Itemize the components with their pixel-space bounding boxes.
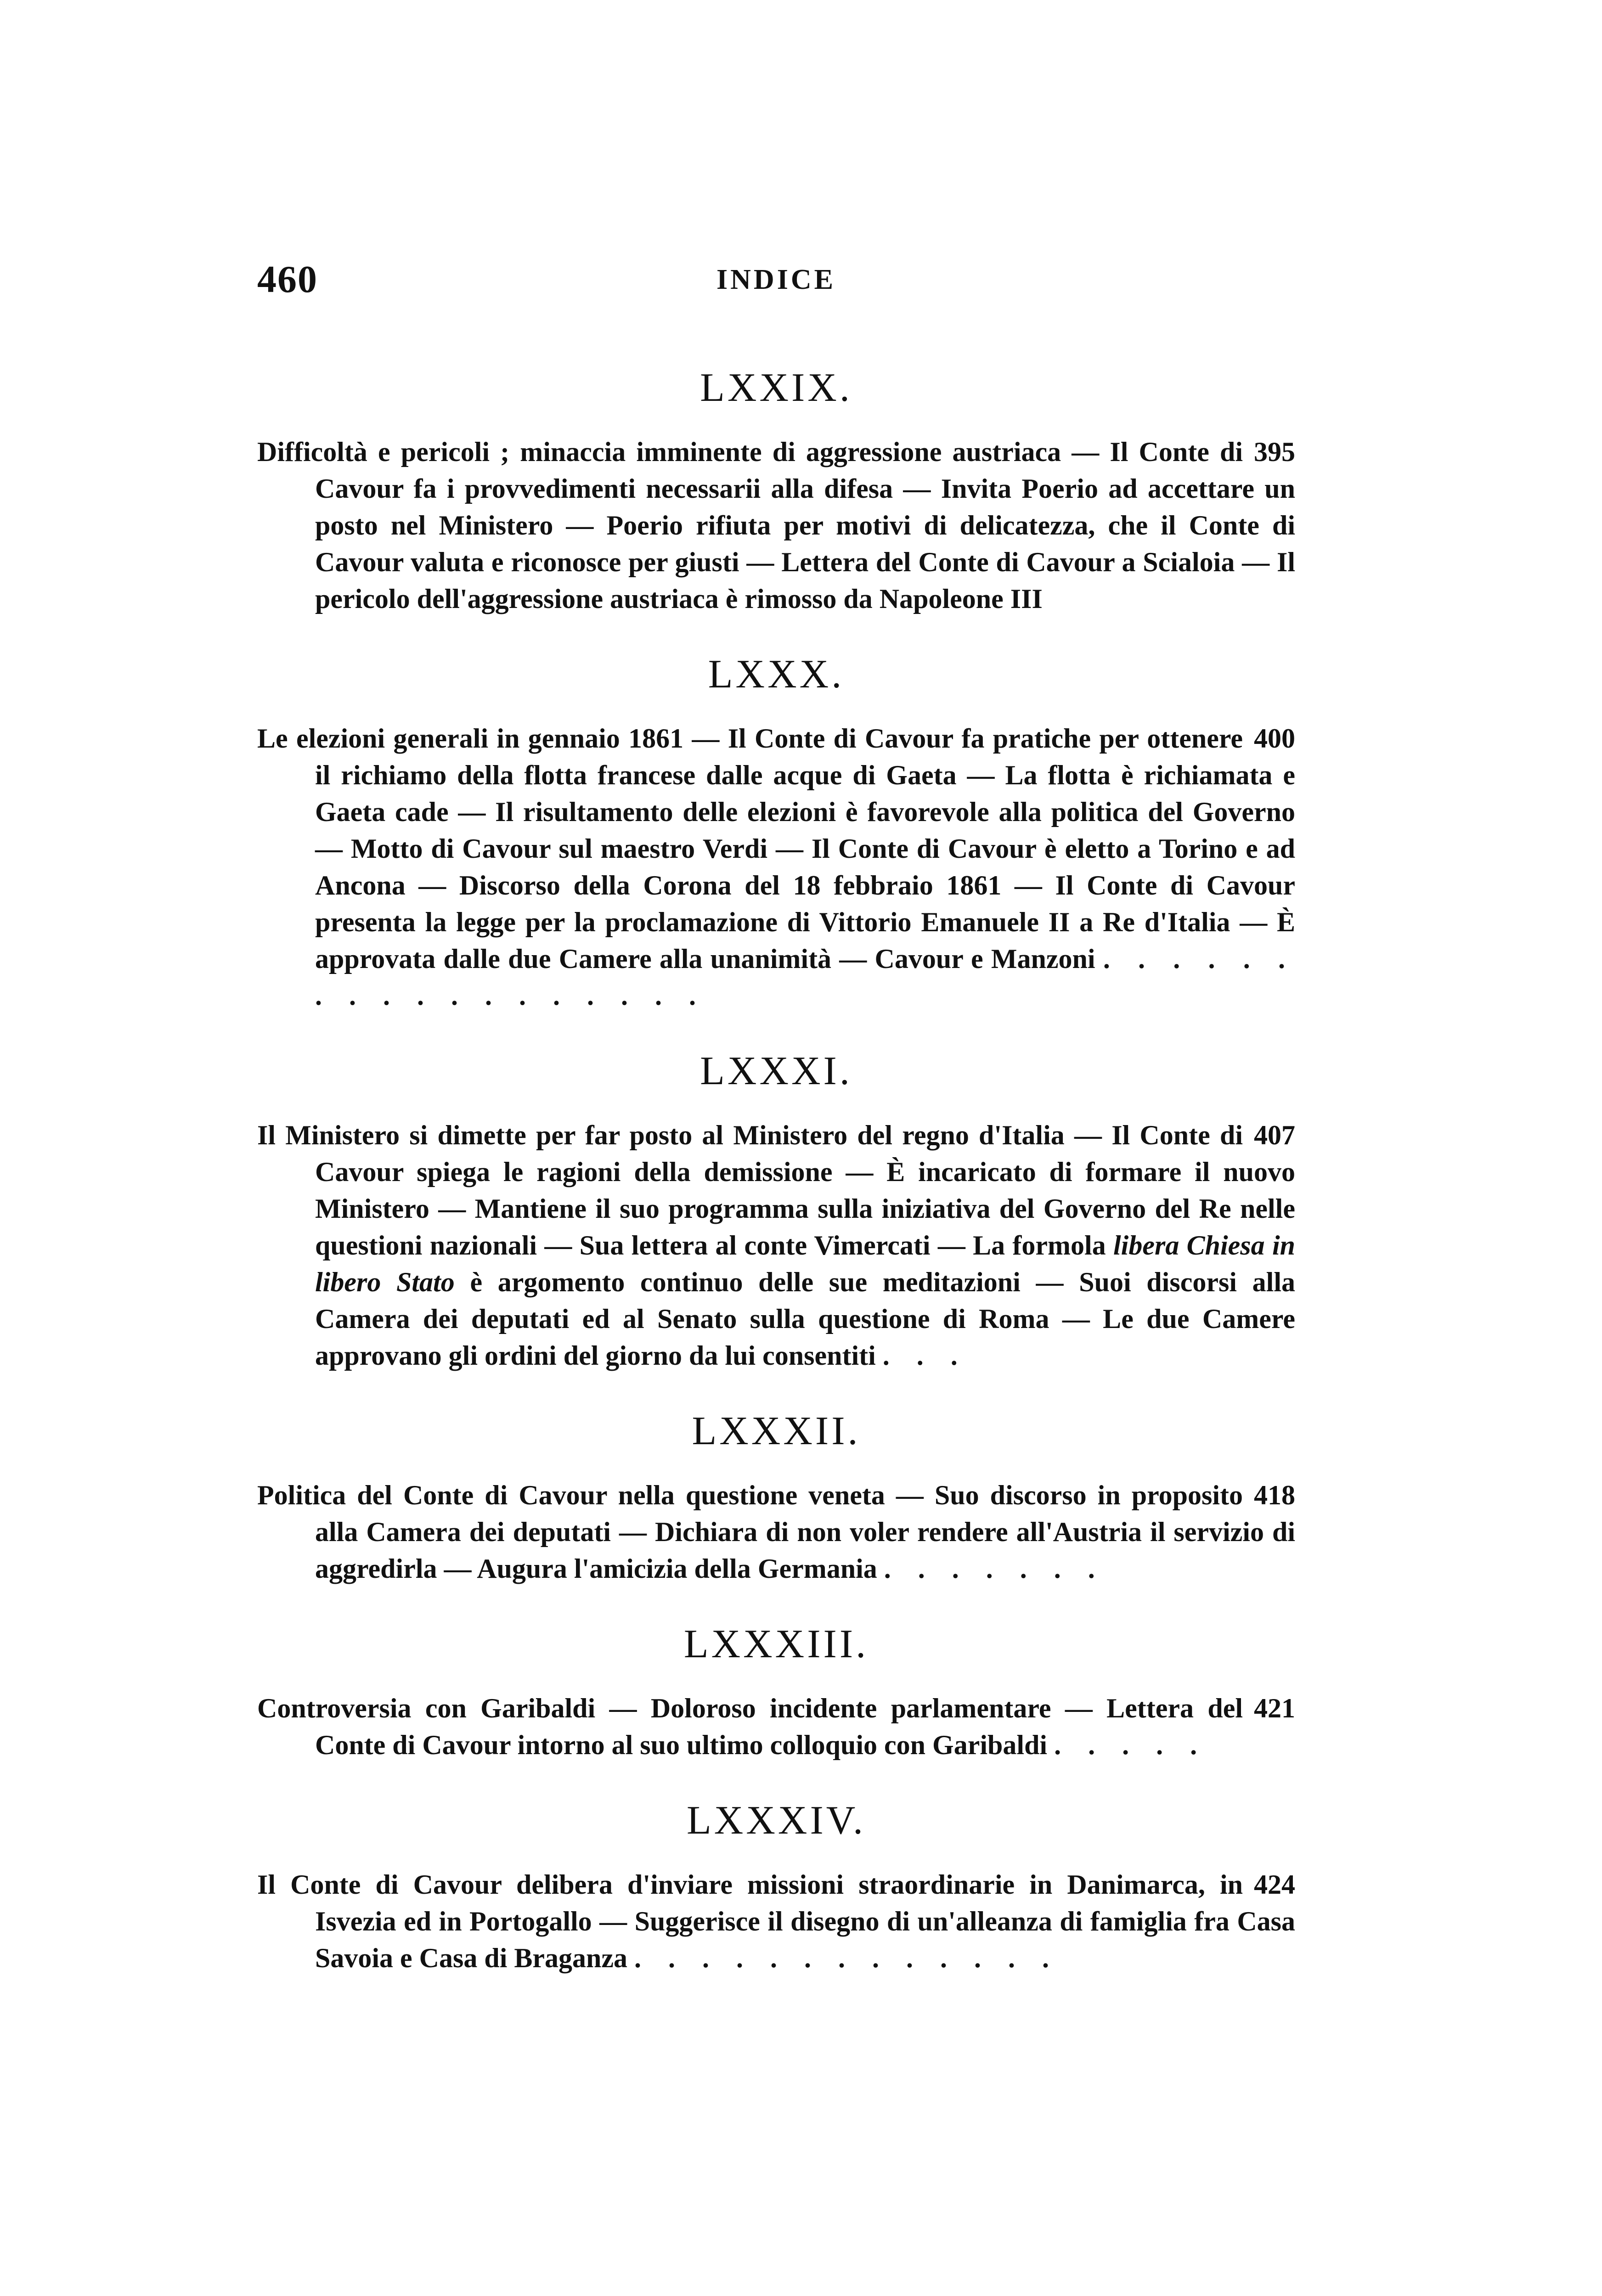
dot-leader: . . . . . <box>1054 1730 1207 1760</box>
index-entry <box>257 1406 1295 1587</box>
page-header <box>257 257 1295 308</box>
page-reference: 395 <box>1254 437 1295 467</box>
chapter-heading: LXXIX. <box>700 366 852 410</box>
page-reference: 407 <box>1254 1120 1295 1150</box>
page-reference: 421 <box>1254 1693 1295 1723</box>
index-entries <box>257 363 1295 2009</box>
page-reference: 400 <box>1254 723 1295 754</box>
chapter-summary <box>257 1117 1295 1374</box>
page-reference: 418 <box>1254 1480 1295 1510</box>
chapter-heading: LXXXI. <box>700 1049 852 1093</box>
dot-leader: . . . . . . . <box>884 1553 1105 1584</box>
running-head: INDICE <box>716 264 836 295</box>
chapter-heading: LXXXIII. <box>683 1622 869 1666</box>
summary-text: Le elezioni generali in gennaio 1861 — Il Conte di Cavour fa pratiche per ottenere il richiamo della flotta francese dalle acque di Gaeta — La flotta è richiamata e Gaeta cade — Il risultamento delle elezioni è favorevole alla politica del Governo — Motto di Cavour sul maestro Verdi — Il Conte di Cavour è eletto a Torino e ad Ancona — Discorso della Corona del 18 febbraio 1861 — Il Conte di Cavour presenta la legge per la proclamazione di Vittorio Emanuele II a Re d'Italia — È approvata dalle due Camere alla unanimità — Cavour e Manzoni <box>257 723 1295 974</box>
page-number: 460 <box>257 258 318 301</box>
chapter-heading: LXXXIV. <box>687 1798 866 1843</box>
summary-text: Politica del Conte di Cavour nella questione veneta — Suo discorso in proposito alla Camera dei deputati — Dichiara di non voler rendere all'Austria il servizio di aggredirla — Augura l'amicizia della Germania <box>257 1480 1295 1584</box>
index-entry <box>257 1046 1295 1374</box>
chapter-summary <box>257 433 1295 617</box>
index-entry <box>257 363 1295 617</box>
dot-leader: . . . . . . . . . . . . . <box>634 1943 1060 1973</box>
italic-phrase: libera Chiesa in libero Stato <box>315 1230 1295 1297</box>
chapter-summary <box>257 1866 1295 1976</box>
chapter-summary <box>257 1690 1295 1763</box>
dot-leader: . . . <box>882 1340 968 1371</box>
index-entry <box>257 1795 1295 1976</box>
chapter-heading: LXXX. <box>708 652 845 697</box>
summary-text: Difficoltà e pericoli ; minaccia imminente di aggressione austriaca — Il Conte di Cavour fa i provvedimenti necessarii alla difesa — Invita Poerio ad accettare un posto nel Ministero — Poerio rifiuta per motivi di delicatezza, che il Conte di Cavour valuta e riconosce per giusti — Lettera del Conte di Cavour a Scialoia — Il pericolo dell'aggressione austriaca è rimosso da Napoleone III <box>257 437 1295 614</box>
dot-leader: . . . . . . . . . . . . . . . . . . <box>315 944 1296 1011</box>
summary-text: Il Conte di Cavour delibera d'inviare missioni straordinarie in Danimarca, in Isvezia ed in Portogallo — Suggerisce il disegno di un'alleanza di famiglia fra Casa Savoia e Casa di Braganza <box>257 1869 1295 1973</box>
chapter-heading: LXXXII. <box>692 1409 861 1453</box>
chapter-summary <box>257 1477 1295 1587</box>
page-reference: 424 <box>1254 1869 1295 1900</box>
summary-text: Il Ministero si dimette per far posto al Ministero del regno d'Italia — Il Conte di Cavour spiega le ragioni della demissione — È incaricato di formare il nuovo Ministero — Mantiene il suo programma sulla iniziativa del Governo del Re nelle questioni nazionali — Sua lettera al conte Vimercati — La formola <box>257 1120 1295 1261</box>
chapter-summary <box>257 720 1295 1014</box>
summary-text: Controversia con Garibaldi — Doloroso incidente parlamentare — Lettera del Conte di Cavour intorno al suo ultimo colloquio con Garibaldi <box>257 1693 1243 1760</box>
index-entry <box>257 1619 1295 1763</box>
summary-text-tail: è argomento continuo delle sue meditazioni — Suoi discorsi alla Camera dei deputati ed al Senato sulla questione di Roma — Le due Camere approvano gli ordini del giorno da lui consentiti <box>315 1267 1296 1371</box>
index-entry <box>257 649 1295 1014</box>
